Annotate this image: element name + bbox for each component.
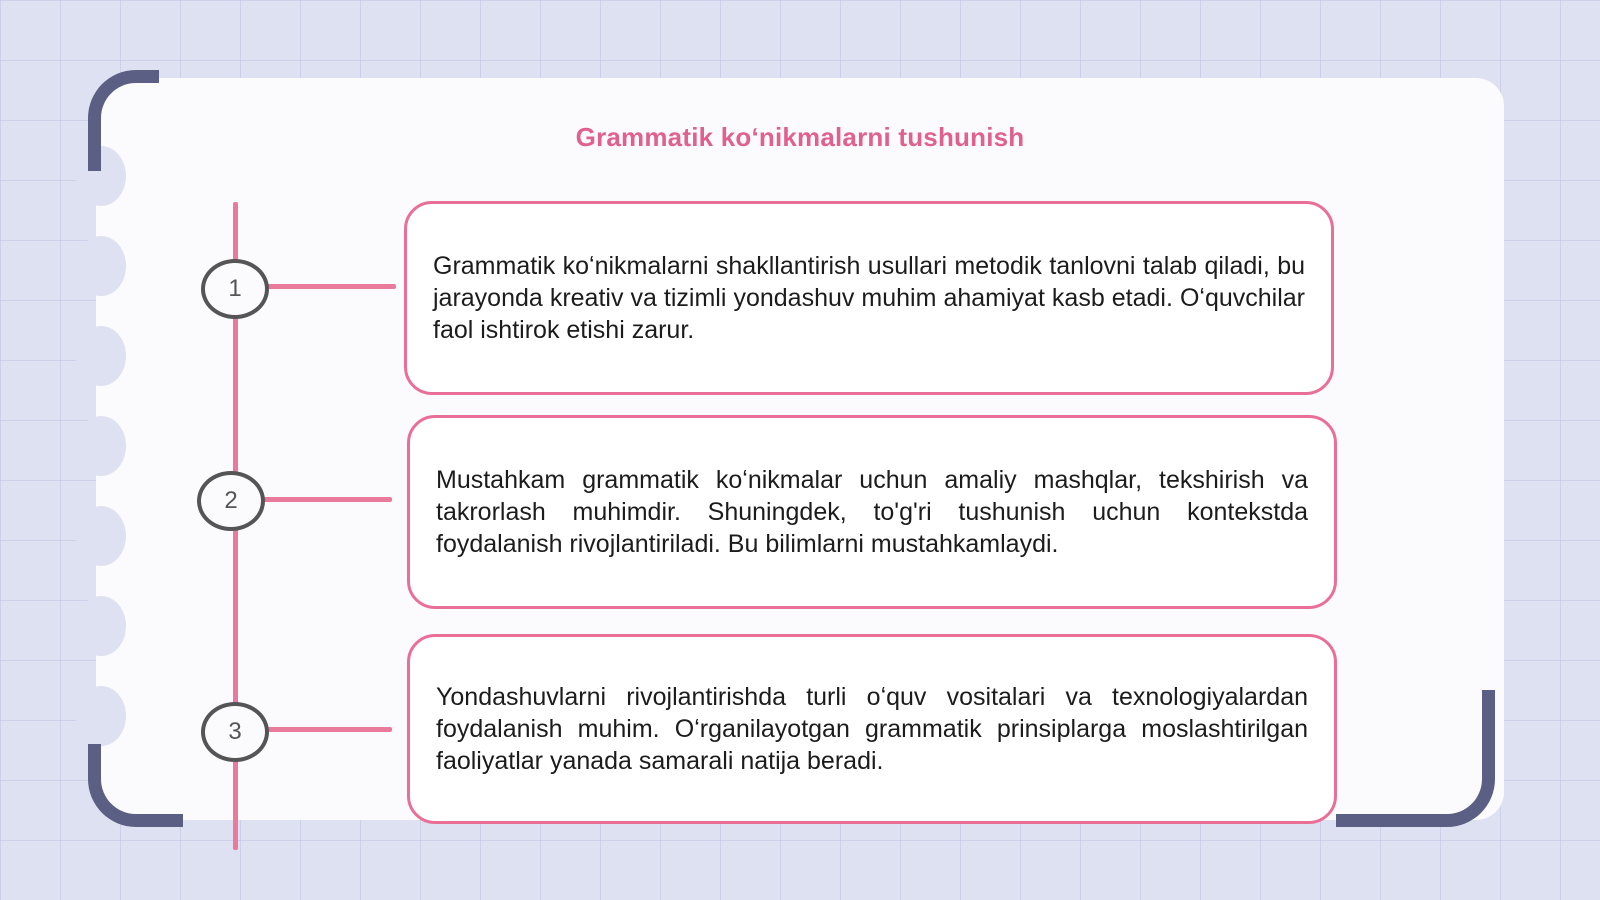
step-number-badge: 1 (201, 259, 269, 319)
step-connector (262, 497, 392, 502)
step-number-badge: 3 (201, 702, 269, 762)
paper-scallop (76, 236, 126, 296)
corner-bracket-bottom-right (1336, 690, 1495, 827)
step-number-badge: 2 (197, 471, 265, 531)
step-connector (262, 284, 396, 289)
paper-scallop (76, 596, 126, 656)
step-text: Yondashuvlarni rivojlantirishda turli oʻquv vositalari va texnologiyalardan foydalanish muhim. Oʻrganilayotgan grammatik prinsiplarga moslashtirilgan faoliyatlar yanada samarali natija beradi. (436, 683, 1308, 775)
corner-bracket-top-left (88, 70, 159, 171)
paper-scallop (76, 326, 126, 386)
step-connector (262, 727, 392, 732)
step-card (407, 634, 1337, 824)
step-card (404, 201, 1334, 395)
corner-bracket-bottom-left (88, 744, 183, 827)
step-text: Grammatik koʻnikmalarni shakllantirish usullari metodik tanlovni talab qiladi, bu jarayonda kreativ va tizimli yondashuv muhim ahamiyat kasb etadi. Oʻquvchilar faol ishtirok etishi zarur. (433, 252, 1305, 344)
step-card (407, 415, 1337, 609)
paper-scallop (76, 686, 126, 746)
paper-scallop (76, 416, 126, 476)
paper-scallop (76, 506, 126, 566)
slide-title: Grammatik koʻnikmalarni tushunish (575, 122, 1025, 152)
step-text: Mustahkam grammatik koʻnikmalar uchun amaliy mashqlar, tekshirish va takrorlash muhimdir. Shuningdek, to'g'ri tushunish uchun kontekstda foydalanish rivojlantiriladi. Bu bilimlarni mustahkamlaydi. (436, 466, 1308, 558)
